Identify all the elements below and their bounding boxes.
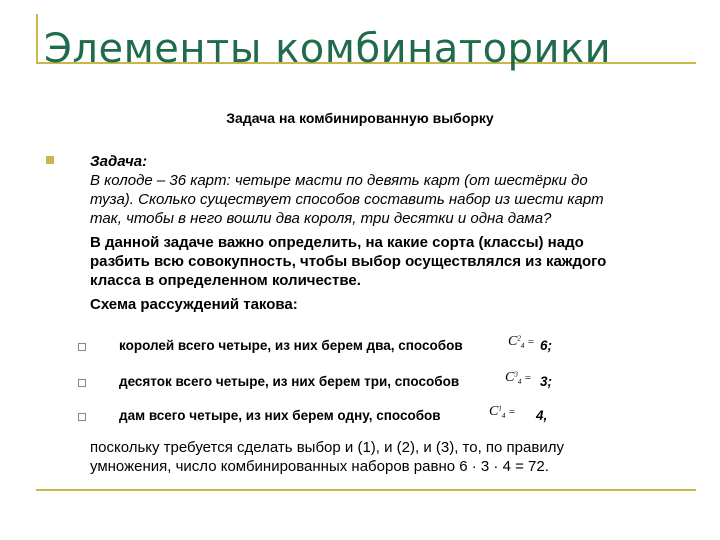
- task-line: так, чтобы в него вошли два короля, три десятки и одна дама?: [90, 210, 552, 227]
- combination-formula: $C^3_4$ =: [505, 370, 532, 387]
- task-block: [90, 152, 700, 228]
- conclusion-line: умножения, число комбинированных наборов равно 6 · 3 · 4 = 72.: [90, 458, 549, 475]
- note-block: [90, 233, 700, 290]
- list-item: [86, 404, 686, 428]
- note-line: разбить всю совокупность, чтобы выбор осуществлялся из каждого: [90, 253, 607, 270]
- task-label: Задача:: [90, 153, 148, 170]
- combination-formula: $C^2_4$ =: [508, 334, 535, 351]
- task-line: В колоде – 36 карт: четыре масти по девять карт (от шестёрки до: [90, 172, 588, 189]
- list-item: [86, 370, 686, 394]
- frame-bottom-line: [36, 489, 696, 491]
- conclusion-block: [90, 438, 700, 476]
- hollow-square-bullet-icon: [78, 343, 86, 351]
- item-text: королей всего четыре, из них берем два, способов: [119, 338, 463, 353]
- hollow-square-bullet-icon: [78, 379, 86, 387]
- conclusion-line: поскольку требуется сделать выбор и (1), и (2), и (3), то, по правилу: [90, 439, 564, 456]
- hollow-square-bullet-icon: [78, 413, 86, 421]
- note-line: В данной задаче важно определить, на какие сорта (классы) надо: [90, 234, 584, 251]
- slide-subtitle: Задача на комбинированную выборку: [226, 110, 494, 126]
- combination-formula: $C^1_4$ =: [489, 404, 516, 421]
- item-result: 4,: [536, 408, 548, 423]
- scheme-label: Схема рассуждений такова:: [90, 296, 298, 313]
- item-text: десяток всего четыре, из них берем три, способов: [119, 374, 460, 389]
- frame-left-line: [36, 14, 38, 64]
- task-line: туза). Сколько существует способов составить набор из шести карт: [90, 191, 604, 208]
- item-text: дам всего четыре, из них берем одну, способов: [119, 408, 441, 423]
- item-result: 6;: [540, 338, 553, 353]
- item-result: 3;: [540, 374, 553, 389]
- note-line: класса в определенном количестве.: [90, 272, 361, 289]
- slide-title: Элементы комбинаторики: [44, 26, 612, 72]
- list-item: [86, 334, 686, 358]
- square-bullet-icon: [46, 156, 54, 164]
